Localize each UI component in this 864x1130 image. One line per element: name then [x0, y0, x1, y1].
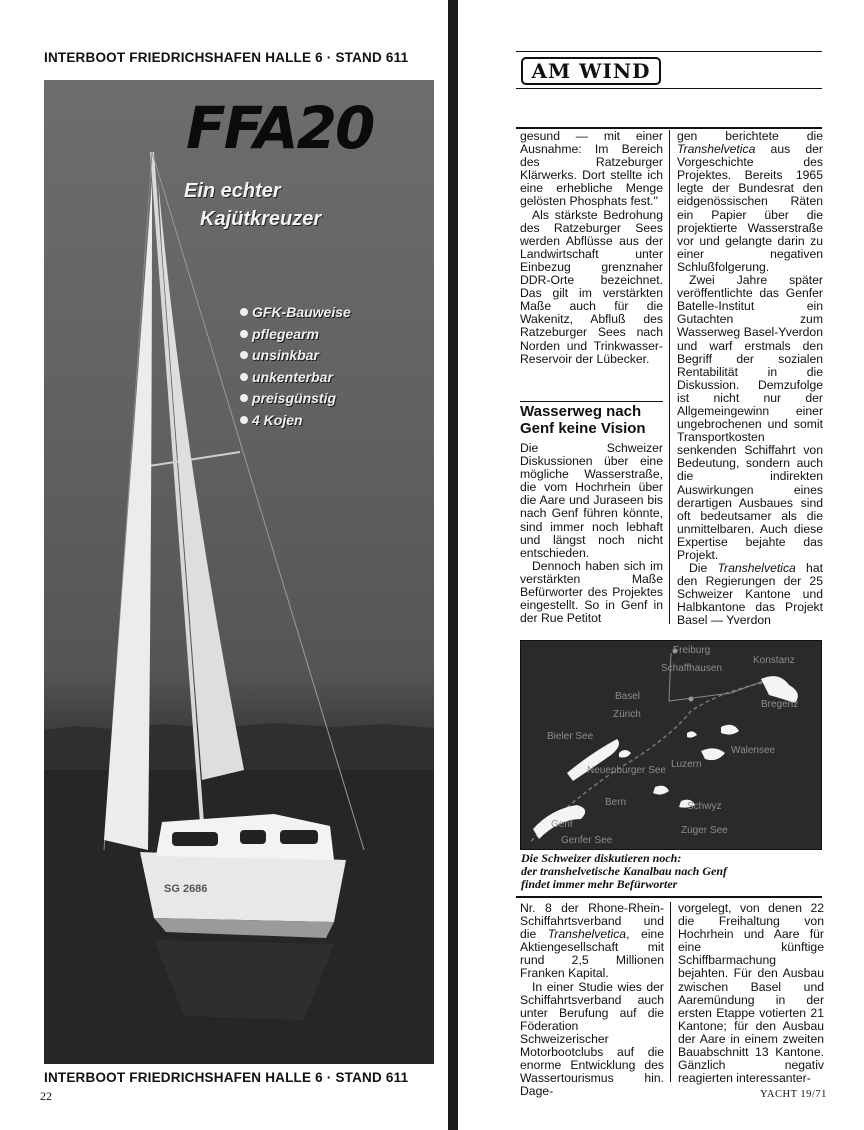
- bullet-icon: [240, 416, 248, 424]
- map-label: Walensee: [731, 745, 776, 756]
- page-gutter: [448, 0, 458, 1130]
- article-column-1: [520, 130, 663, 366]
- article-column-2: [677, 130, 823, 628]
- map-label: Basel: [615, 691, 641, 702]
- map-label: Konstanz: [753, 655, 795, 666]
- map-label: Schwyz: [687, 801, 722, 812]
- ad-feature-item: pflegearm: [240, 324, 351, 346]
- caption-line: der transhelvetische Kanalbau nach Genf: [521, 864, 728, 878]
- ad-tagline-line2: Kajütkreuzer: [200, 208, 322, 230]
- map-label: Schaffhausen: [661, 663, 722, 674]
- map-label: Bern: [605, 797, 627, 808]
- ad-feature-item: unkenterbar: [240, 367, 351, 389]
- map-label: Genf: [551, 819, 573, 830]
- article-paragraph: vorgelegt, von denen 22 die Freihaltung von Hochrhein und Aare für eine künftige Schiffbarmachung bejahten. Für den Ausbau zwischen Basel und Aaremündung in der ersten Etappe votierten 21 Kantone; für den Ausbau der Aare in einem zweiten Bauabschnitt 13 Kantone. Gänzlich negativ reagierten interessanter-: [678, 901, 824, 1086]
- map-label: Freiburg: [673, 645, 711, 656]
- bullet-icon: [240, 351, 248, 359]
- ad-model-name: FFA20: [186, 94, 374, 162]
- article-paragraph: Als stärkste Bedrohung des Ratzeburger Sees werden Abflüsse aus der Landwirtschaft unter Einbezug grenznaher DDR-Orte bezeichnet. Das gilt im verstärkten Maße auch für die Wakenitz, Abfluß des Ratzeburger Sees nach Norden und Trinkwasser-Reservoir der Lübecker.: [520, 207, 663, 366]
- map-label: Zürich: [613, 709, 641, 720]
- svg-text:SG 2686: SG 2686: [164, 883, 208, 895]
- ad-feature-item: unsinkbar: [240, 345, 351, 367]
- map-label: Genfer See: [561, 835, 613, 846]
- header-rule-bottom: [516, 88, 822, 89]
- article-paragraph: Zwei Jahre später veröffentlichte das Genfer Batelle-Institut ein Gutachten zum Wasserweg Basel-Yverdon und warf erstmals den Begriff der sozialen Rentabilität in die Diskussion. Demzufolge ist nicht nur der Allgemeingewinn einer ungebrochenen und somit Transportkosten senkenden Schiffahrt von Bedeutung, sondern auch die indirekten Auswirkungen eines derartigen Ausbaues sind oft bedeutsamer als die unmittelbaren. Auch diese Expertise bejahte das Projekt.: [677, 273, 823, 562]
- bullet-icon: [240, 373, 248, 381]
- caption-line: findet immer mehr Befürworter: [521, 877, 678, 891]
- article-subheading: Wasserweg nach Genf keine Vision: [520, 401, 663, 437]
- ad-tagline-line1: Ein echter: [184, 180, 281, 202]
- page-number: 22: [40, 1089, 52, 1103]
- article-column-1-continued: [520, 442, 663, 625]
- map-label: Bieler See: [547, 731, 594, 742]
- article-paragraph: Die Transhelvetica hat den Regierungen der 25 Schweizer Kantone und Halbkantone das Projekt Basel — Yverdon: [677, 561, 823, 628]
- ad-feature-item: preisgünstig: [240, 388, 351, 410]
- map-caption: [521, 852, 821, 891]
- section-logo: AM WIND: [521, 57, 661, 85]
- map-label: Bregenz: [761, 699, 799, 710]
- magazine-footer: YACHT 19/71: [760, 1089, 827, 1100]
- column-divider: [670, 902, 671, 1082]
- article-paragraph: In einer Studie wies der Schiffahrtsverband auch unter Berufung auf die Föderation Schweizerischer Motorbootclubs auf die enorme Entwicklung des Wassertourismus hin. Dage-: [520, 979, 664, 1099]
- article-column-4: [678, 902, 824, 1085]
- publication-name: Transhelvetica: [547, 927, 627, 942]
- caption-line: Die Schweizer diskutieren noch:: [521, 851, 682, 865]
- article-paragraph: Die Schweizer Diskussionen über eine mögliche Wasserstraße, die vom Hochrhein über die Aare und Juraseen bis nach Genf führen könnte, sind immer noch lebhaft und längst noch nicht entschieden.: [520, 441, 663, 560]
- article-column-3: [520, 902, 664, 1098]
- publication-name: Transhelvetica: [677, 142, 756, 157]
- publication-name: Transhelvetica: [717, 561, 796, 576]
- ad-banner-bottom: INTERBOOT FRIEDRICHSHAFEN HALLE 6 · STAND 611: [44, 1070, 409, 1085]
- bullet-icon: [240, 394, 248, 402]
- header-rule-top: [516, 51, 822, 52]
- column-divider: [669, 130, 670, 624]
- article-paragraph: Dennoch haben sich im verstärkten Maße Befürworter des Projektes eingestellt. So in Genf in der Rue Petitot: [520, 558, 663, 626]
- map-label: Zuger See: [681, 825, 728, 836]
- article-paragraph: gesund — mit einer Ausnahme: Im Bereich des Ratzeburger Klärwerks. Dort stellte ich eine erhebliche Menge gelösten Phosphats fest.": [520, 129, 663, 209]
- ad-feature-item: 4 Kojen: [240, 410, 351, 432]
- map-label: Luzern: [671, 759, 702, 770]
- bullet-icon: [240, 330, 248, 338]
- ad-banner-top: INTERBOOT FRIEDRICHSHAFEN HALLE 6 · STAND 611: [44, 50, 409, 65]
- bullet-icon: [240, 308, 248, 316]
- article-paragraph: Nr. 8 der Rhone-Rhein-Schiffahrtsverband und die Transhelvetica, eine Aktiengesellschaft mit rund 2,5 Millionen Franken Kapital.: [520, 901, 664, 981]
- switzerland-waterway-map: [520, 640, 822, 850]
- ad-feature-list: [240, 302, 351, 431]
- lower-columns-rule: [516, 896, 822, 898]
- ad-photo-sailboat: [44, 80, 434, 1064]
- map-label: Neuenburger See: [587, 765, 666, 776]
- ad-feature-item: GFK-Bauweise: [240, 302, 351, 324]
- article-paragraph: gen berichtete die Transhelvetica aus der Vorgeschichte des Projektes. Bereits 1965 legte der Bundesrat den eidgenössischen Räten ein Papier über die projektierte Wasserstraße vor und gelangte darin zu einer negativen Schlußfolgerung.: [677, 129, 823, 274]
